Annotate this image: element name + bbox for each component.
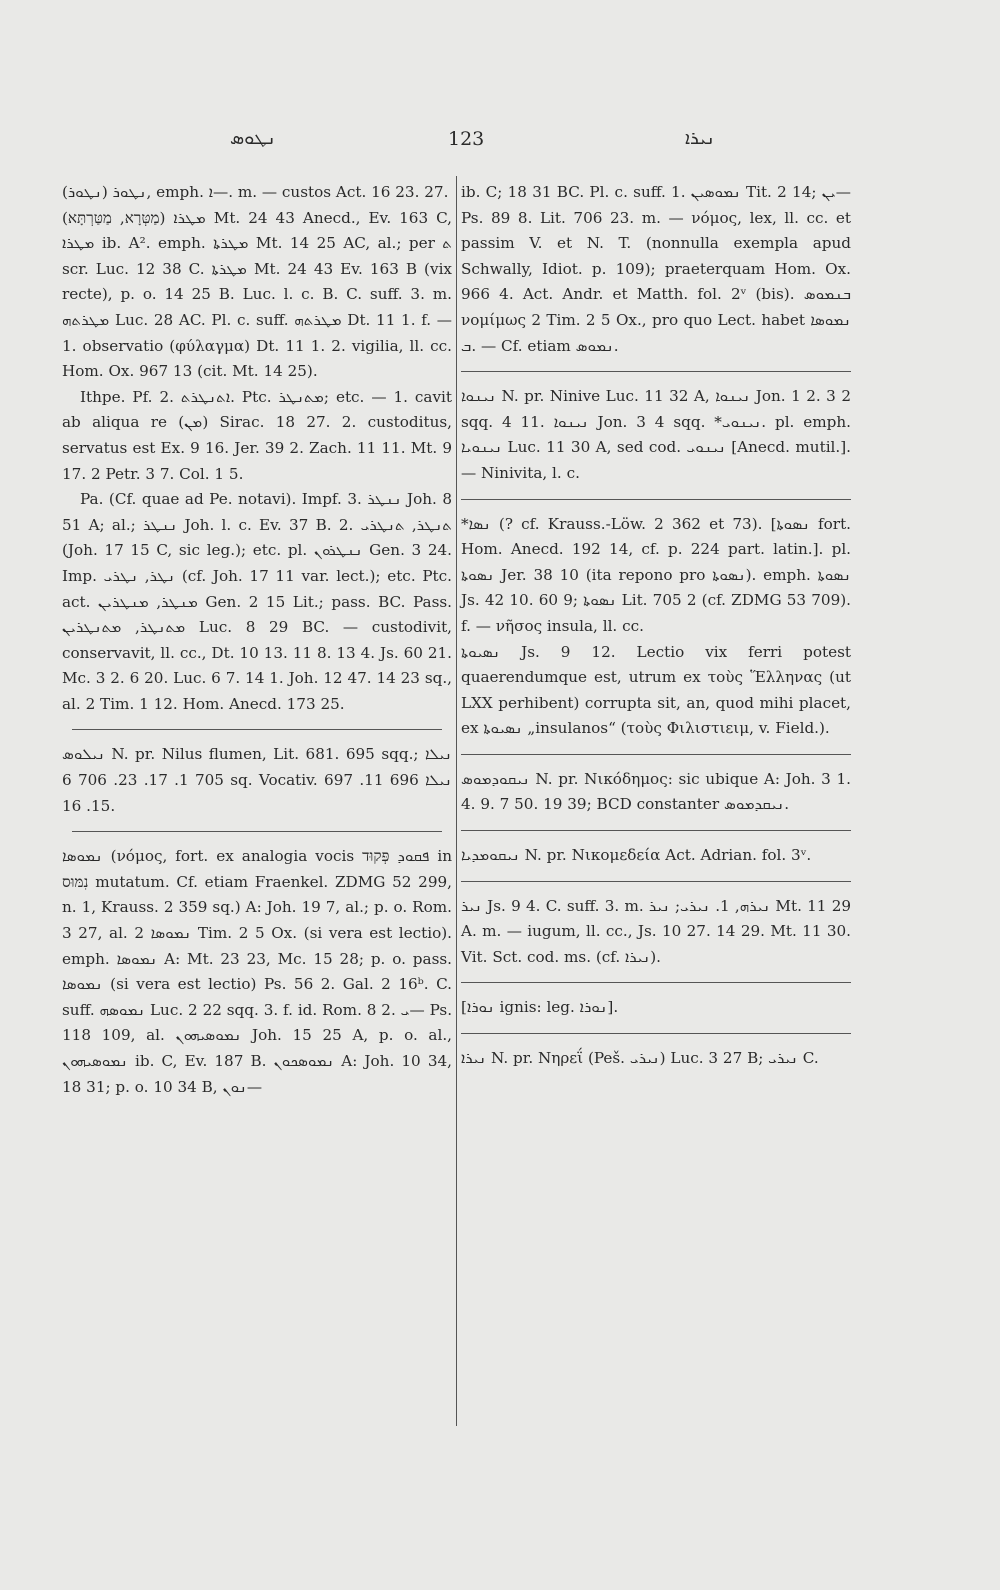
- entry-separator: [461, 881, 851, 882]
- dictionary-entry: ib. C; 18 31 BC. Pl. c. suff. 1. ܢܡܘܣܝܢ Tit. 2 14; ܝܢ— Ps. 89 8. Lit. 706 23. m. — νόμος, lex, ll. cc. et passim V. et N. T. (nonnulla exempla apud Schwally, Idiot. p. 109); praeterquam Hom. Ox. 966 4. Act. Andr. et Matth. fol. 2ᵛ (bis). ܒܢܡܘܣ νομίμως 2 Tim. 2 5 Ox., pro quo Lect. habet ܢܡܘܣܐ ܒ. — Cf. etiam ܢܡܘܣ.: [461, 183, 851, 355]
- dictionary-entry: Pa. (Cf. quae ad Pe. notavi). Impf. 3. ܢܢܛܪ Joh. 8 51 A; al.; ܢܢܛܪ Joh. l. c. Ev. 37 B. 2. ܬܢܛܪ, ܬܢܛܪܝ (Joh. 17 15 C, sic leg.); etc. pl. ܢܢܛܪܘܢ Gen. 3 24. Imp. ܢܛܪ, ܢܛܪܝ (cf. Joh. 17 11 var. lect.); etc. Ptc. act. ܡܢܛܪ, ܡܢܛܪܝܢ Gen. 2 15 Lit.; pass. BC. Pass. ܡܬܢܛܪ, ܡܬܢܛܪܝܢ Luc. 8 29 BC. — custodivit, conservavit, ll. cc., Dt. 10 13. 11 8. 13 4. Js. 60 21. Mc. 3 2. 6 20. Luc. 6 7. 14 1. Joh. 12 47. 14 23 sq., al. 2 Tim. 1 12. Hom. Anecd. 173 25.: [62, 490, 453, 713]
- entry-separator: [461, 830, 851, 831]
- dictionary-entry: ܢܣܝܘܬܐ Js. 9 12. Lectio vix ferri potest quaerendumque est, utrum ex τοὺς Ἕλληνας (ut LXX perhibent) corrupta sit, an, quod mihi placet, ex ܢܣܝܘܬܐ „insulanos“ (τοὺς Φιλιστιειμ, v. Field.).: [461, 642, 851, 738]
- dictionary-entry: ܢܛܘܪ (ܢܛܘܪ), emph. ܐ—. m. — custos Act. 16 23. 27.: [62, 183, 449, 201]
- entry-separator: [72, 729, 442, 730]
- dictionary-entry: ܡܛܪܐ (מַטְּרָא, מַטַּרְתָּא) Mt. 24 43 Anecd., Ev. 163 C, ܡܛܪܐ ib. A². emph. ܡܛܪܬܐ Mt. 14 25 AC, al.; per ܬ scr. Luc. 12 38 C. ܡܛܪܬܐ Mt. 24 43 Ev. 163 B (vix recte), p. o. 14 25 B. Luc. l. c. B. C. suff. 3. m. ܡܛܪܬܗ Luc. 28 AC. Pl. c. suff. ܡܛܪܬܗ Dt. 11 1. f. — 1. observatio (φύλαγμα) Dt. 11 1. 2. vigilia, ll. cc. Hom. Ox. 967 13 (cit. Mt. 14 25).: [62, 208, 452, 381]
- left-column: [62, 180, 452, 1100]
- dictionary-entry: ܢܝܠܘܣ N. pr. Nilus flumen, Lit. 681. 695 sqq.; ܢܝܠܐ 705 1. 17. 23. 706 6 sq. Vocativ. ܢܝܠܐ 696 11. 697 15. 16.: [62, 745, 453, 815]
- dictionary-entry: [ܢܘܪܐ ignis: leg. ܢܘܪܐ].: [461, 998, 619, 1017]
- right-column: [461, 180, 851, 1072]
- dictionary-entry: *ܢܣܐ (? cf. Krauss.-Löw. 2 362 et 73). [ܢܣܘܬܐ fort. Hom. Anecd. 192 14, cf. p. 224 part. latin.]. pl. ܢܣܘܬܐ Jer. 38 10 (ita repono pro ܢܣܘܬܐ). emph. ܢܣܘܬܐ Js. 42 10. 60 9; ܢܣܘܬܐ Lit. 705 2 (cf. ZDMG 53 709). f. — νῆσος insula, ll. cc.: [461, 514, 851, 635]
- entry-separator: [72, 831, 442, 832]
- dictionary-entry: ܢܝܩܘܡܕܝܐ N. pr. Νικομεδεία Act. Adrian. fol. 3ᵛ.: [461, 846, 812, 865]
- entry-separator: [461, 371, 851, 372]
- dictionary-entry: ܢܡܘܣܐ (νόμος, fort. ex analogia vocis ܦܩܘܕ פְּקוּד in נִמּוּס mutatum. Cf. etiam Fraenkel. ZDMG 52 299, n. 1, Krauss. 2 359 sq.) A: Joh. 19 7, al.; p. o. Rom. 3 27, al. ܢܡܘܣܐ 2 Tim. 2 5 Ox. (si vera est lectio). emph. ܢܡܘܣܐ A: Mt. 23 23, Mc. 15 28; p. o. pass. ܢܡܘܣܐ (si vera est lectio) Ps. 56 2. Gal. 2 16ᵇ. C. suff. ܢܡܘܣܗ Luc. 2 22 sqq. 3. f. id. Rom. 8 2. ܝ— Ps. 118 109, al. ܢܡܘܣܝܗܘܢ Joh. 15 25 A, p. o. al., ܢܡܘܣܝܗܘܢ ib. C, Ev. 187 B. ܢܡܘܣܟܘܢ A: Joh. 10 34, 18 31; p. o. 10 34 B, ܢܘܢ—: [62, 847, 453, 1096]
- dictionary-entry: ܢܝܪܐ N. pr. Νηρεΐ (Peš. ܢܝܪܝ) Luc. 3 27 B; ܢܝܪܝ C.: [461, 1049, 819, 1068]
- entry-separator: [461, 982, 851, 983]
- dictionary-entry: Ithpe. Pf. 2. ܐܬܢܛܪܬ. Ptc. ܡܬܢܛܪ; etc. — 1. cavit ab aliqua re (ܡܢ) Sirac. 18 27. 2. custoditus, servatus est Ex. 9 16. Jer. 39 2. Zach. 11 11. Mt. 9 17. 2 Petr. 3 7. Col. 1 5.: [62, 387, 452, 483]
- page-header: [0, 128, 1000, 158]
- header-right-word: ܢܝܪܐ: [685, 128, 715, 149]
- dictionary-entry: ܢܝܢܘܐ N. pr. Ninive Luc. 11 32 A, ܢܝܢܘܐ Jon. 1 2. 3 2 sqq. 4 11. ܢܝܢܘܐ Jon. 3 4 sqq. *ܢܝܢܘܝ. pl. emph. ܢܝܢܘܝܐ Luc. 11 30 A, sed cod. ܢܝܢܘܝ [Anecd. mutil.]. — Ninivita, l. c.: [461, 387, 851, 482]
- dictionary-entry: ܢܝܪ Js. 9 4. C. suff. 3. m. ܢܝܪܗ, 1. ܢܝܪܝ; ܢܝܪ Mt. 11 29 A. m. — iugum, ll. cc., Js. 10 27. 14 29. Mt. 11 30. Vit. Sct. cod. ms. (cf. ܢܝܪܐ).: [461, 896, 852, 966]
- entry-separator: [461, 754, 851, 755]
- entry-separator: [461, 1033, 851, 1034]
- column-divider: [456, 176, 457, 1426]
- dictionary-entry: ܢܝܩܘܕܡܘܣ N. pr. Νικόδημος: sic ubique A: Joh. 3 1. 4. 9. 7 50. 19 39; BCD constanter ܢܝܩܕܡܘܣ.: [461, 769, 851, 814]
- header-left-word: ܢܛܘܣ: [230, 128, 276, 149]
- entry-separator: [461, 499, 851, 500]
- page-number: 123: [448, 128, 485, 150]
